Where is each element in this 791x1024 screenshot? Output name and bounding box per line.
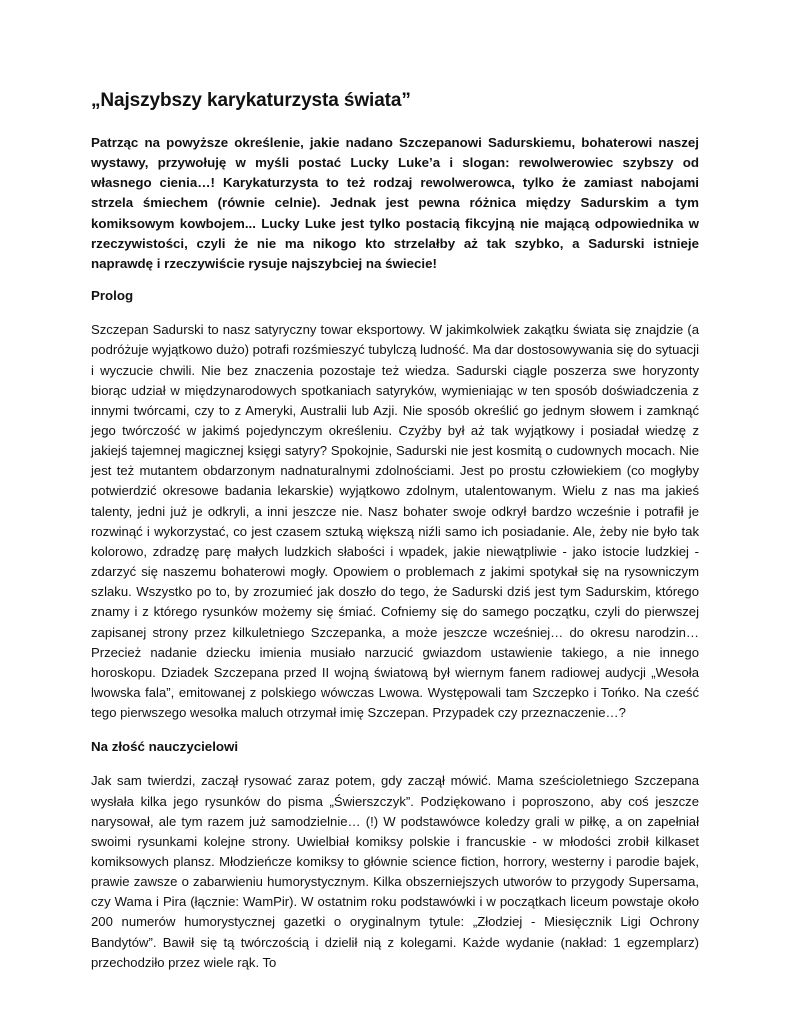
- section-heading-na-zlosc: Na złość nauczycielowi: [91, 739, 239, 755]
- section-heading-prolog: Prolog: [91, 288, 134, 304]
- document-page: [91, 90, 699, 987]
- section-text-na-zlosc: Jak sam twierdzi, zaczął rysować zaraz potem, gdy zaczął mówić. Mama sześcioletniego Szczepana wysłała kilka jego rysunków do pisma „Świerszczyk”. Podziękowano i poproszono, aby coś jeszcze narysował, ale tym razem już samodzielnie… (!) W podstawówce koledzy grali w piłkę, a on zapełniał swoimi rysunkami kolejne strony. Uwielbiał komiksy polskie i francuskie - w młodości zrobił kilkaset komiksowych plansz. Młodzieńcze komiksy to głównie science fiction, horrory, westerny i parodie bajek, prawie zawsze o zabarwieniu humorystycznym. Kilka obszerniejszych utworów to przygody Supersama, czy Wama i Pira (łącznie: WamPir). W ostatnim roku podstawówki i w początkach liceum powstaje około 200 numerów humorystycznej gazetki o oryginalnym tytule: „Złodziej - Miesięcznik Ligi Ochrony Bandytów”. Bawił się tą twórczością i dzielił nią z kolegami. Każde wydanie (nakład: 1 egzemplarz) przechodziło przez wiele rąk. To: [91, 773, 699, 970]
- document-title: „Najszybszy karykaturzysta świata”: [91, 90, 411, 111]
- section-text-prolog: Szczepan Sadurski to nasz satyryczny towar eksportowy. W jakimkolwiek zakątku świata się znajdzie (a podróżuje wyjątkowo dużo) potrafi rozśmieszyć tubylczą ludność. Ma dar dostosowywania się do sytuacji i wyczucie chwili. Nie bez znaczenia pozostaje też wiedza. Sadurski ciągle poszerza swe horyzonty biorąc udział w międzynarodowych spotkaniach satyryków, wymieniając w ten sposób doświadczenia z innymi twórcami, czy to z Ameryki, Australii lub Azji. Nie sposób określić go jednym słowem i zamknąć jego twórczość w jakimś pojedynczym określeniu. Czyżby był aż tak wyjątkowy i posiadał wiedzę z jakiejś tajemnej magicznej księgi satyry? Spokojnie, Sadurski nie jest kosmitą o cudownych mocach. Nie jest też mutantem obdarzonym nadnaturalnymi zdolnościami. Jest po prostu człowiekiem (co mogłyby potwierdzić okresowe badania lekarskie) wyjątkowo zdolnym, utalentowanym. Wielu z nas ma jakieś talenty, jedni już je odkryli, a inni jeszcze nie. Nasz bohater swoje odkrył bardzo wcześnie i potrafił je rozwinąć i wykorzystać, co jest czasem sztuką większą niźli samo ich posiadanie. Ale, żeby nie było tak kolorowo, zdradzę parę małych ludzkich słabości i wpadek, jakie niewątpliwie - jako istocie ludzkiej - zdarzyć się naszemu bohaterowi mogły. Opowiem o problemach z jakimi spotykał się na rysowniczym szlaku. Wszystko po to, by zrozumieć jak doszło do tego, że Sadurski dziś jest tym Sadurskim, którego znamy i z którego rysunków możemy się śmiać. Cofniemy się do samego początku, czyli do pierwszej zapisanej strony przez kilkuletniego Szczepanka, a może jeszcze wcześniej… do okresu narodzin… Przecież nadanie dziecku imienia musiało narzucić gwiazdom ustawienie takiego, a nie innego horoskopu. Dziadek Szczepana przed II wojną światową był wiernym fanem radiowej audycji „Wesoła lwowska fala”, emitowanej z polskiego wówczas Lwowa. Występowali tam Szczepko i Tońko. Na cześć tego pierwszego wesołka maluch otrzymał imię Szczepan. Przypadek czy przeznaczenie…?: [91, 322, 699, 721]
- lead-paragraph: Patrząc na powyższe określenie, jakie nadano Szczepanowi Sadurskiemu, bohaterowi naszej wystawy, przywołuję w myśli postać Lucky Luke’a i slogan: rewolwerowiec szybszy od własnego cienia…! Karykaturzysta to też rodzaj rewolwerowca, tylko że zamiast nabojami strzela śmiechem (równie celnie). Jednak jest pewna różnica między Sadurskim a tym komiksowym kowbojem... Lucky Luke jest tylko postacią fikcyjną nie mającą odpowiednika w rzeczywistości, czyli że nie ma nikogo kto strzelałby aż tak szybko, a Sadurski istnieje naprawdę i rzeczywiście rysuje najszybciej na świecie!: [91, 134, 699, 272]
